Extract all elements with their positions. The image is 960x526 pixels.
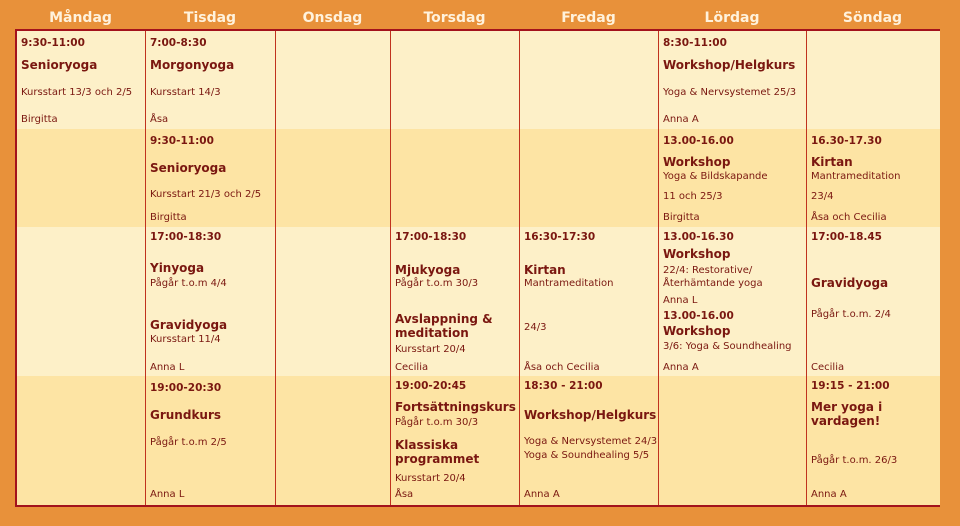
slot-info: 22/4: Restorative/ Återhämtande yoga xyxy=(663,265,763,289)
slot-wednesday-4 xyxy=(276,376,391,505)
slot-teacher: Åsa och Cecilia xyxy=(811,212,887,223)
slot-info: Pågår t.o.m. 26/3 xyxy=(811,455,898,466)
slot-info: Mantrameditation xyxy=(524,278,614,289)
day-label-thursday: Torsdag xyxy=(423,10,486,26)
weekday-header xyxy=(16,6,941,30)
slot-teacher: Birgitta xyxy=(21,114,58,125)
slot-time: 13.00-16.30 xyxy=(663,231,734,243)
slot-info: Pågår t.o.m. 2/4 xyxy=(811,309,891,320)
slot-sunday-3[interactable] xyxy=(807,227,940,376)
slot-time: 18:30 - 21:00 xyxy=(524,380,603,392)
day-label-sunday: Söndag xyxy=(842,10,903,26)
slot-sunday-4[interactable] xyxy=(807,376,940,505)
slot-title: Workshop/Helgkurs xyxy=(524,408,657,422)
slot-info: Pågår t.o.m 2/5 xyxy=(150,437,227,448)
slot-teacher: Cecilia xyxy=(811,362,845,373)
slot-info-2: Kursstart 11/4 xyxy=(150,334,221,345)
day-label-wednesday: Onsdag xyxy=(302,10,363,26)
slot-friday-1 xyxy=(520,31,659,129)
slot-monday-4 xyxy=(17,376,146,505)
slot-wednesday-1 xyxy=(276,31,391,129)
slot-time: 9:30-11:00 xyxy=(21,37,85,49)
slot-thursday-1 xyxy=(391,31,520,129)
slot-info-date: 24/3 xyxy=(524,322,547,333)
slot-title: Kirtan xyxy=(524,263,566,277)
slot-wednesday-3 xyxy=(276,227,391,376)
slot-teacher: Anna L xyxy=(150,489,185,500)
slot-title: Yinyoga xyxy=(150,261,205,275)
day-label-monday: Måndag xyxy=(49,10,112,26)
slot-title: Morgonyoga xyxy=(150,58,235,72)
slot-thursday-2 xyxy=(391,129,520,227)
slot-time: 17:00-18:30 xyxy=(150,231,222,243)
slot-tuesday-4[interactable] xyxy=(146,376,276,505)
slot-title: Kirtan xyxy=(811,155,853,169)
slot-time: 19:00-20:30 xyxy=(150,382,222,394)
slot-info: Yoga & Nervsystemet 25/3 xyxy=(663,87,797,98)
slot-title-2: Gravidyoga xyxy=(150,318,228,332)
slot-title: Gravidyoga xyxy=(811,276,889,290)
slot-teacher: Anna L xyxy=(663,295,698,306)
slot-saturday-4 xyxy=(659,376,807,505)
slot-time: 19:00-20:45 xyxy=(395,380,467,392)
slot-teacher: Åsa och Cecilia xyxy=(524,362,600,373)
slot-info-date: 23/4 xyxy=(811,191,834,202)
slot-info: Pågår t.o.m 30/3 xyxy=(395,278,479,289)
slot-info-2: 3/6: Yoga & Soundhealing xyxy=(663,341,792,352)
slot-time: 16.30-17.30 xyxy=(811,135,882,147)
slot-teacher: Anna A xyxy=(811,489,847,500)
slot-tuesday-3[interactable] xyxy=(146,227,276,376)
slot-teacher: Cecilia xyxy=(395,362,429,373)
slot-title: Senioryoga xyxy=(21,58,98,72)
slot-info: Pågår t.o.m 4/4 xyxy=(150,278,227,289)
slot-time: 9:30-11:00 xyxy=(150,135,214,147)
slot-title: Senioryoga xyxy=(150,161,227,175)
slot-title: Fortsättningskurs xyxy=(395,400,516,414)
slot-info-2: Kursstart 20/4 xyxy=(395,344,466,355)
slot-teacher: Birgitta xyxy=(150,212,187,223)
slot-saturday-2[interactable] xyxy=(659,129,807,227)
slot-tuesday-1[interactable] xyxy=(146,31,276,129)
slot-time-2: 13.00-16.00 xyxy=(663,310,734,322)
slot-info: Pågår t.o.m 30/3 xyxy=(395,417,479,428)
slot-monday-2 xyxy=(17,129,146,227)
slot-info-dates: 11 och 25/3 xyxy=(663,191,723,202)
slot-teacher: Åsa xyxy=(395,489,414,500)
slot-tuesday-2[interactable] xyxy=(146,129,276,227)
slot-teacher: Birgitta xyxy=(663,212,700,223)
slot-friday-2 xyxy=(520,129,659,227)
slot-time: 13.00-16.00 xyxy=(663,135,734,147)
slot-info-2: Yoga & Soundhealing 5/5 xyxy=(524,450,650,461)
slot-thursday-4[interactable] xyxy=(391,376,520,505)
schedule-grid xyxy=(15,29,940,507)
day-label-tuesday: Tisdag xyxy=(183,10,237,26)
slot-title: Workshop xyxy=(663,155,731,169)
slot-sunday-2[interactable] xyxy=(807,129,940,227)
slot-title: Grundkurs xyxy=(150,408,222,422)
slot-info: Kursstart 13/3 och 2/5 xyxy=(21,87,133,98)
slot-time: 8:30-11:00 xyxy=(663,37,727,49)
slot-info: Yoga & Bildskapande xyxy=(663,171,768,182)
slot-wednesday-2 xyxy=(276,129,391,227)
slot-title-2: Workshop xyxy=(663,324,731,338)
slot-teacher: Anna L xyxy=(150,362,185,373)
slot-saturday-1[interactable] xyxy=(659,31,807,129)
slot-title: Workshop xyxy=(663,247,731,261)
day-label-friday: Fredag xyxy=(561,10,616,26)
slot-title: Mjukyoga xyxy=(395,263,461,277)
slot-info: Yoga & Nervsystemet 24/3 xyxy=(524,436,658,447)
slot-teacher: Anna A xyxy=(524,489,560,500)
slot-time: 17:00-18:30 xyxy=(395,231,467,243)
slot-saturday-3[interactable] xyxy=(659,227,807,376)
slot-info: Kursstart 14/3 xyxy=(150,87,221,98)
slot-monday-1[interactable] xyxy=(17,31,146,129)
slot-time: 17:00-18.45 xyxy=(811,231,882,243)
slot-title-2: Klassiska programmet xyxy=(395,438,480,466)
slot-title: Workshop/Helgkurs xyxy=(663,58,796,72)
slot-info: Kursstart 21/3 och 2/5 xyxy=(150,189,262,200)
slot-monday-3 xyxy=(17,227,146,376)
slot-teacher-2: Anna A xyxy=(663,362,699,373)
slot-time: 7:00-8:30 xyxy=(150,37,207,49)
slot-friday-4[interactable] xyxy=(520,376,659,505)
slot-title-2: Avslappning & meditation xyxy=(395,312,493,340)
slot-thursday-3[interactable] xyxy=(391,227,520,376)
slot-sunday-1 xyxy=(807,31,940,129)
slot-teacher: Åsa xyxy=(150,114,169,125)
slot-title: Mer yoga i vardagen! xyxy=(811,400,883,428)
slot-time: 19:15 - 21:00 xyxy=(811,380,890,392)
day-label-saturday: Lördag xyxy=(704,10,760,26)
slot-friday-3[interactable] xyxy=(520,227,659,376)
slot-info: Mantrameditation xyxy=(811,171,901,182)
slot-info-2: Kursstart 20/4 xyxy=(395,473,466,484)
slot-teacher: Anna A xyxy=(663,114,699,125)
slot-time: 16:30-17:30 xyxy=(524,231,596,243)
